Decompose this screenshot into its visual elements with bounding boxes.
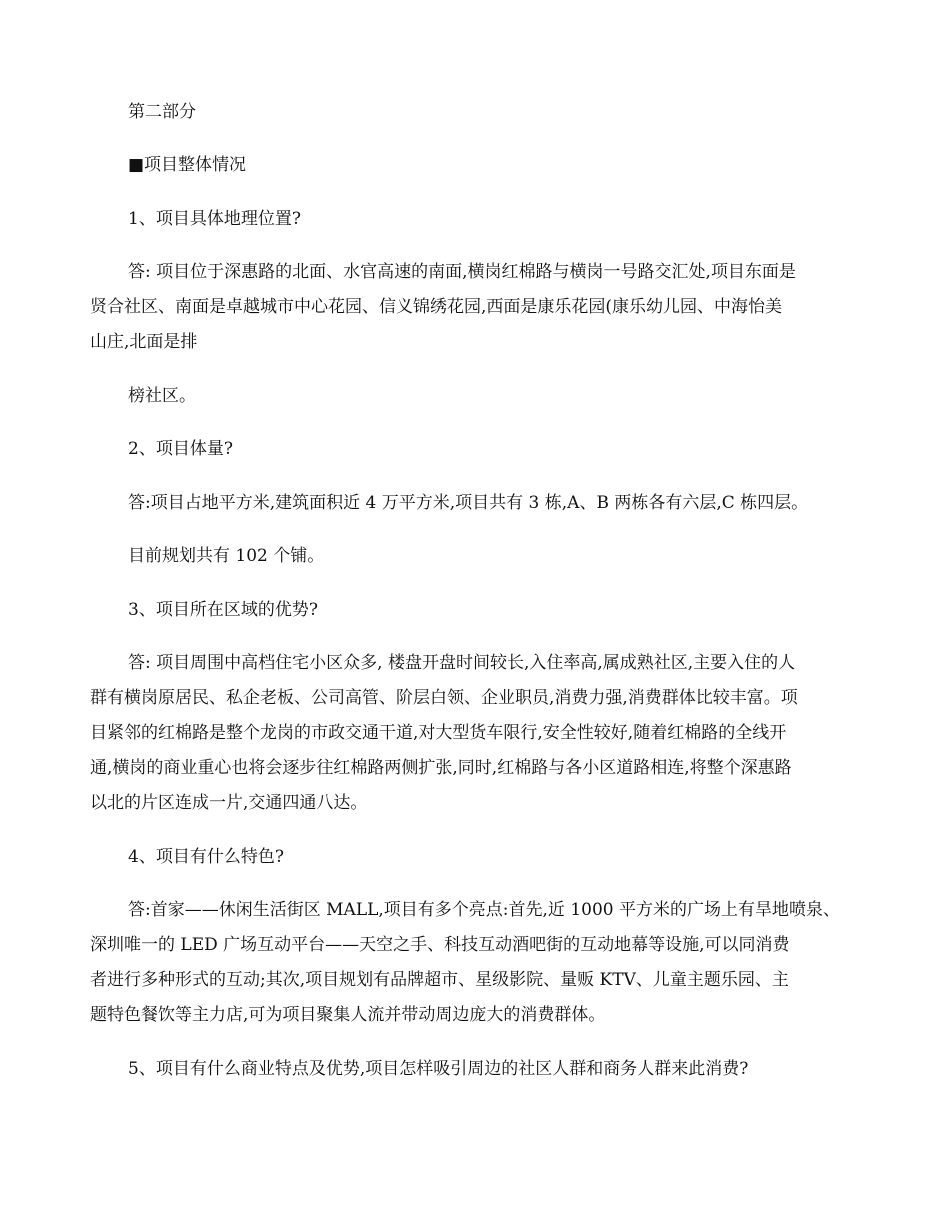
answer-3-line-4: 通,横岗的商业重心也将会逐步往红棉路两侧扩张,同时,红棉路与各小区道路相连,将整个深惠路	[90, 758, 792, 778]
answer-1-line-4: 榜社区。	[128, 386, 196, 406]
answer-3-line-1: 答: 项目周围中高档住宅小区众多, 楼盘开盘时间较长,入住率高,属成熟社区,主要入住的人	[128, 653, 796, 673]
answer-1-line-2: 贤合社区、南面是卓越城市中心花园、信义锦绣花园,西面是康乐花园(康乐幼儿园、中海怡美	[90, 297, 783, 317]
answer-2-line-2: 目前规划共有 102 个铺。	[128, 546, 325, 566]
overview-heading: ■项目整体情况	[128, 155, 247, 175]
answer-3-line-2: 群有横岗原居民、私企老板、公司高管、阶层白领、企业职员,消费力强,消费群体比较丰富。项	[90, 688, 798, 708]
answer-4-line-4: 题特色餐饮等主力店,可为项目聚集人流并带动周边庞大的消费群体。	[90, 1005, 606, 1025]
question-5: 5、项目有什么商业特点及优势,项目怎样吸引周边的社区人群和商务人群来此消费?	[128, 1059, 749, 1079]
answer-1-line-1: 答: 项目位于深惠路的北面、水官高速的南面,横岗红棉路与横岗一号路交汇处,项目东面是	[128, 262, 796, 282]
answer-1-line-3: 山庄,北面是排	[90, 332, 198, 352]
answer-3-line-5: 以北的片区连成一片,交通四通八达。	[90, 793, 368, 813]
question-1: 1、项目具体地理位置?	[128, 209, 301, 229]
question-3: 3、项目所在区域的优势?	[128, 600, 318, 620]
question-2: 2、项目体量?	[128, 439, 233, 459]
answer-4-line-1: 答:首家——休闲生活街区 MALL,项目有多个亮点:首先,近 1000 平方米的广场上有旱地喷泉、	[128, 900, 840, 920]
answer-2-line-1: 答:项目占地平方米,建筑面积近 4 万平方米,项目共有 3 栋,A、B 两栋各有六层,C 栋四层。	[128, 493, 809, 513]
answer-3-line-3: 目紧邻的红棉路是整个龙岗的市政交通干道,对大型货车限行,安全性较好,随着红棉路的全线开	[90, 723, 787, 743]
question-4: 4、项目有什么特色?	[128, 847, 284, 867]
answer-4-line-2: 深圳唯一的 LED 广场互动平台——天空之手、科技互动酒吧街的互动地幕等设施,可以同消费	[90, 935, 790, 955]
answer-4-line-3: 者进行多种形式的互动;其次,项目规划有品牌超市、星级影院、量贩 KTV、儿童主题乐园、主	[90, 970, 789, 990]
section-title: 第二部分	[128, 102, 196, 122]
